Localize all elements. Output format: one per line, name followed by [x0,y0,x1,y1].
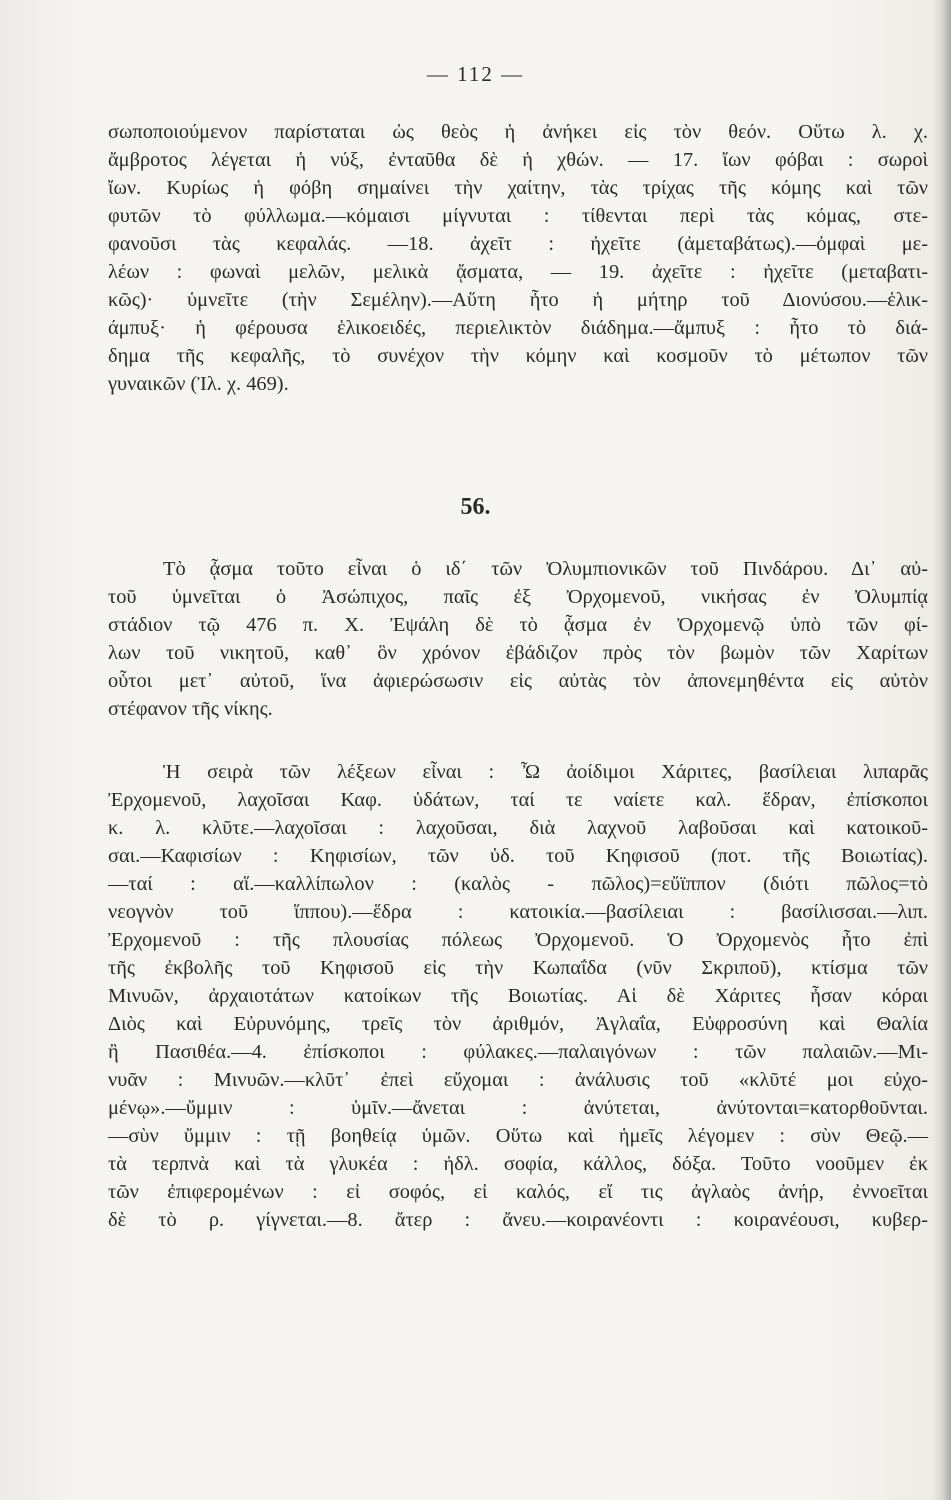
text-line: λέων : φωναὶ μελῶν, μελικὰ ᾄσματα, — 19. ἀχεῖτε : ἠχεῖτε (μεταβατι- [108,261,928,283]
text-line: μένῳ».—ὔμμιν : ὑμῖν.—ἄνεται : ἀνύτεται, ἀνύτονται=κατορθοῦνται. [108,1097,928,1119]
text-line: ἢ Πασιθέα.—4. ἐπίσκοποι : φύλακες.—παλαιγόνων : τῶν παλαιῶν.—Μι- [108,1041,928,1063]
text-line: στέφανον τῆς νίκης. [108,698,273,720]
text-line: νυᾶν : Μινυῶν.—κλῦτ᾿ ἐπεὶ εὔχομαι : ἀνάλυσις τοῦ «κλῦτέ μοι εὐχο- [108,1069,928,1091]
text-line: στάδιον τῷ 476 π. Χ. Ἐψάλη δὲ τὸ ᾆσμα ἐν Ὀρχομενῷ ὑπὸ τῶν φί- [108,614,928,636]
text-line: Τὸ ᾆσμα τοῦτο εἶναι ὁ ιδ΄ τῶν Ὀλυμπιονικῶν τοῦ Πινδάρου. Δι᾿ αὐ- [163,558,928,580]
page-number: — 112 — [426,62,525,86]
text-line: γυναικῶν (Ἰλ. χ. 469). [108,373,289,395]
text-line: Ἐρχομενοῦ, λαχοῖσαι Καφ. ὑδάτων, ταί τε ναίετε καλ. ἕδραν, ἐπίσκοποι [108,789,928,811]
section-number: 56. [460,494,491,520]
text-line: σαι.—Καφισίων : Κηφισίων, τῶν ὑδ. τοῦ Κηφισοῦ (ποτ. τῆς Βοιωτίας). [108,845,928,867]
text-line: δημα τῆς κεφαλῆς, τὸ συνέχον τὴν κόμην καὶ κοσμοῦν τὸ μέτωπον τῶν [108,345,928,367]
text-line: δὲ τὸ ρ. γίγνεται.—8. ἄτερ : ἄνευ.—κοιρανέοντι : κοιρανέουσι, κυβερ- [108,1209,928,1231]
text-line: τοῦ ὑμνεῖται ὁ Ἀσώπιχος, παῖς ἐξ Ὀρχομενοῦ, νικήσας ἐν Ὀλυμπίᾳ [108,586,928,608]
text-line: τῶν ἐπιφερομένων : εἰ σοφός, εἰ καλός, εἴ τις ἀγλαὸς ἀνήρ, ἐννοεῖται [108,1181,928,1203]
text-line: τὰ τερπνὰ καὶ τὰ γλυκέα : ἠδλ. σοφία, κάλλος, δόξα. Τοῦτο νοοῦμεν ἐκ [108,1153,928,1175]
text-line: ἴων. Κυρίως ἡ φόβη σημαίνει τὴν χαίτην, τὰς τρίχας τῆς κόμης καὶ τῶν [108,177,928,199]
text-line: φυτῶν τὸ φύλλωμα.—κόμαισι μίγνυται : τίθενται περὶ τὰς κόμας, στε- [108,205,928,227]
text-line: λων τοῦ νικητοῦ, καθ᾿ ὃν χρόνον ἐβάδιζον πρὸς τὸν βωμὸν τῶν Χαρίτων [108,642,928,664]
text-line: κῶς)· ὑμνεῖτε (τὴν Σεμέλην).—Αὕτη ἦτο ἡ μήτηρ τοῦ Διονύσου.—ἑλικ- [108,289,928,311]
text-line: —σὺν ὔμμιν : τῇ βοηθείᾳ ὑμῶν. Οὕτω καὶ ἡμεῖς λέγομεν : σὺν Θεῷ.— [108,1125,928,1147]
text-line: Ἡ σειρὰ τῶν λέξεων εἶναι : Ὦ ἀοίδιμοι Χάριτες, βασίλειαι λιπαρᾶς [163,761,928,783]
page-edge-shadow [933,0,951,1500]
text-line: τῆς ἐκβολῆς τοῦ Κηφισοῦ εἰς τὴν Κωπαΐδα (νῦν Σκριποῦ), κτίσμα τῶν [108,957,928,979]
text-line: άμπυξ· ἡ φέρουσα ἑλικοειδές, περιελικτὸν διάδημα.—ἄμπυξ : ἦτο τὸ διά- [108,317,928,339]
commentary-block-c [108,758,928,1234]
text-line: νεογνὸν τοῦ ἵππου).—ἕδρα : κατοικία.—βασίλειαι : βασίλισσαι.—λιπ. [108,901,928,923]
text-line: Μινυῶν, ἀρχαιοτάτων κατοίκων τῆς Βοιωτίας. Αἱ δὲ Χάριτες ἦσαν κόραι [108,985,928,1007]
text-line: οὗτοι μετ᾿ αὐτοῦ, ἵνα ἀφιερώσωσιν εἰς αὐτὰς τὸν ἀπονεμηθέντα εἰς αὐτὸν [108,670,928,692]
commentary-block-b [108,555,928,723]
text-line: κ. λ. κλῦτε.—λαχοῖσαι : λαχοῦσαι, διὰ λαχνοῦ λαβοῦσαι καὶ κατοικοῦ- [108,817,928,839]
text-line: Ἐρχομενοῦ : τῆς πλουσίας πόλεως Ὀρχομενοῦ. Ὁ Ὀρχομενὸς ἦτο ἐπὶ [108,929,928,951]
text-line: Διὸς καὶ Εὐρυνόμης, τρεῖς τὸν ἀριθμόν, Ἀγλαΐα, Εὐφροσύνη καὶ Θαλία [108,1013,928,1035]
text-line: σωποποιούμενον παρίσταται ὡς θεὸς ἡ ἀνήκει εἰς τὸν θεόν. Οὕτω λ. χ. [108,121,928,143]
text-line: φανοῦσι τὰς κεφαλάς. —18. ἀχεῖτ : ἠχεῖτε (ἀμεταβάτως).—ὀμφαὶ με- [108,233,928,255]
commentary-block-a [108,118,928,398]
text-line: ἄμβροτος λέγεται ἡ νύξ, ἐνταῦθα δὲ ἡ χθών. — 17. ἴων φόβαι : σωροὶ [108,149,928,171]
text-line: —ταί : αἵ.—καλλίπωλον : (καλὸς - πῶλος)=εὔϊππον (διότι πῶλος=τὸ [108,873,928,895]
